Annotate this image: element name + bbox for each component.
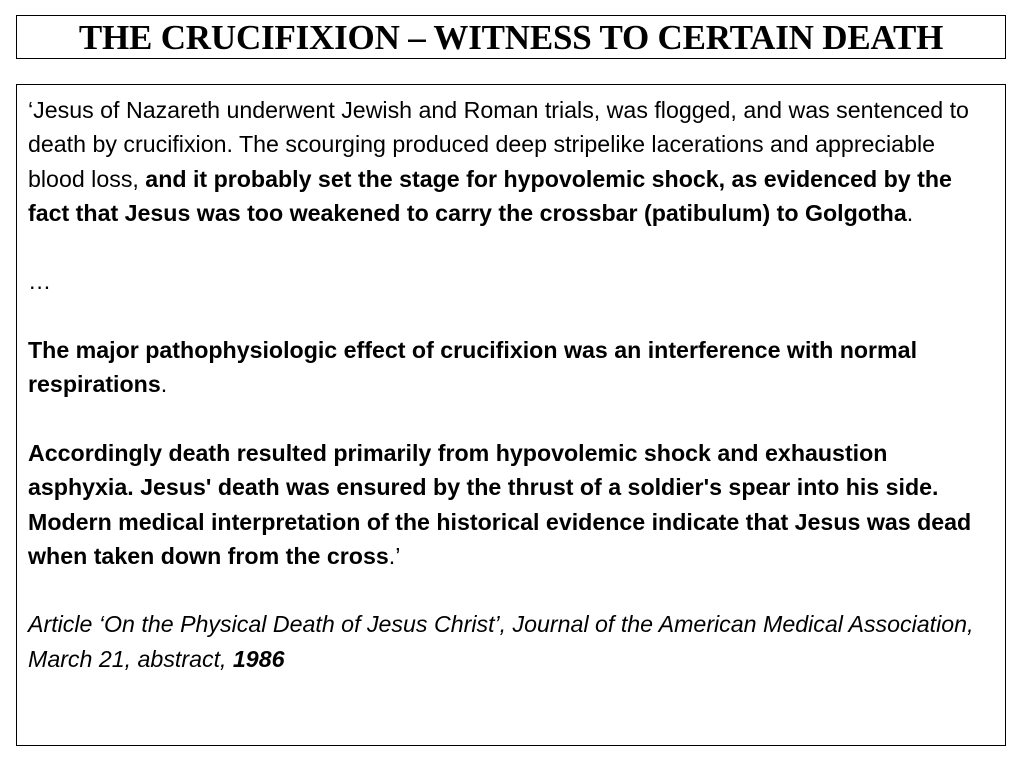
spacer	[28, 230, 995, 264]
quote-box	[16, 84, 1006, 746]
spacer	[28, 299, 995, 333]
slide-title: THE CRUCIFIXION – WITNESS TO CERTAIN DEATH	[78, 17, 944, 57]
quote-text	[28, 93, 995, 676]
paragraph-respiration	[28, 333, 995, 402]
citation-source: Article ‘On the Physical Death of Jesus Christ’, Journal of the American Medical Association, March 21, abstract,	[28, 611, 974, 672]
paragraph-trial-normal: ‘Jesus of Nazareth underwent Jewish and Roman trials, was flogged, and was sentenced to death by crucifixion. The scourging produced deep stripelike lacerations and appreciable blood loss,	[28, 97, 969, 192]
citation-year: 1986	[232, 645, 285, 672]
title-box	[16, 15, 1006, 59]
paragraph-trial-bold: and it probably set the stage for hypovolemic shock, as evidenced by the fact that Jesus was too weakened to carry the crossbar (patibulum) to Golgotha	[28, 165, 952, 226]
spacer	[28, 573, 995, 607]
paragraph-trial-end: .	[906, 199, 914, 226]
paragraph-conclusion	[28, 436, 995, 573]
paragraph-respiration-end: .	[160, 371, 168, 398]
paragraph-respiration-bold: The major pathophysiologic effect of crucifixion was an interference with normal respirations	[28, 337, 918, 398]
paragraph-trial	[28, 93, 995, 230]
citation	[28, 607, 995, 676]
spacer	[28, 402, 995, 436]
paragraph-conclusion-bold: Accordingly death resulted primarily from hypovolemic shock and exhaustion asphyxia. Jesus' death was ensured by the thrust of a soldier's spear into his side. Modern medical interpretation of the historical evidence indicate that Jesus was dead when taken down from the cross	[28, 439, 972, 569]
paragraph-conclusion-end: .’	[388, 542, 401, 569]
ellipsis: …	[28, 268, 52, 295]
